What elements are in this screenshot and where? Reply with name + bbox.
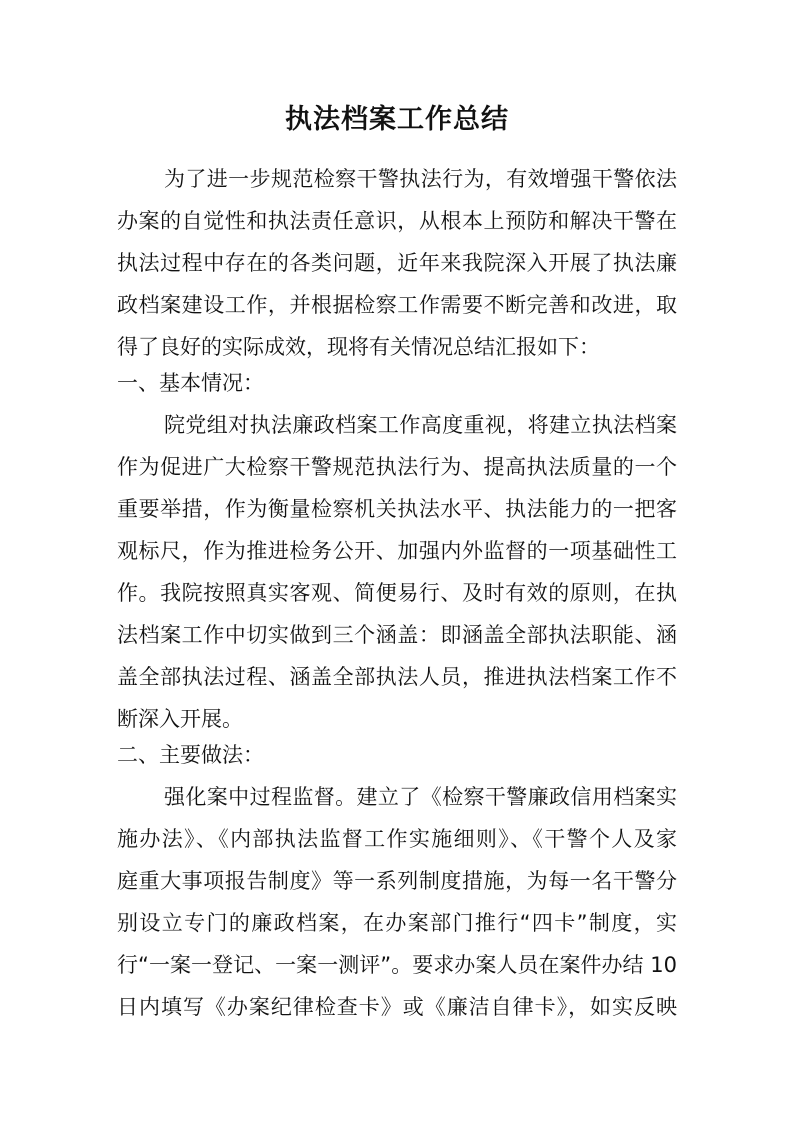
paragraph-line: 作。我院按照真实客观、简便易行、及时有效的原则，在执 [117, 581, 677, 605]
paragraph-line: 施办法》、《内部执法监督工作实施细则》、《干警个人及家 [117, 827, 677, 851]
paragraph-line: 日内填写《办案纪律检查卡》或《廉洁自律卡》，如实反映 [117, 995, 677, 1019]
paragraph-line: 强化案中过程监督。建立了《检察干警廉政信用档案实 [164, 785, 677, 809]
section-heading: 一、基本情况： [117, 371, 264, 395]
paragraph-line: 断深入开展。 [117, 707, 243, 731]
paragraph-line: 行“一案一登记、一案一测评”。要求办案人员在案件办结 10 [117, 953, 677, 977]
paragraph-line: 别设立专门的廉政档案，在办案部门推行“四卡”制度，实 [117, 911, 677, 935]
paragraph-line: 作为促进广大检察干警规范执法行为、提高执法质量的一个 [117, 455, 677, 479]
paragraph-line: 为了进一步规范检察干警执法行为，有效增强干警依法 [164, 167, 677, 191]
paragraph-line: 观标尺，作为推进检务公开、加强内外监督的一项基础性工 [117, 539, 677, 563]
paragraph-line: 重要举措，作为衡量检察机关执法水平、执法能力的一把客 [117, 497, 677, 521]
paragraph-line: 盖全部执法过程、涵盖全部执法人员，推进执法档案工作不 [117, 665, 677, 689]
paragraph-line: 执法过程中存在的各类问题，近年来我院深入开展了执法廉 [117, 251, 677, 275]
document-title: 执法档案工作总结 [285, 104, 509, 135]
paragraph-line: 得了良好的实际成效，现将有关情况总结汇报如下： [117, 335, 600, 359]
paragraph-line: 法档案工作中切实做到三个涵盖：即涵盖全部执法职能、涵 [117, 623, 677, 647]
paragraph-line: 庭重大事项报告制度》等一系列制度措施，为每一名干警分 [117, 869, 677, 893]
paragraph-line: 院党组对执法廉政档案工作高度重视，将建立执法档案 [164, 413, 677, 437]
paragraph-line: 办案的自觉性和执法责任意识，从根本上预防和解决干警在 [117, 209, 677, 233]
section-heading: 二、主要做法： [117, 743, 264, 767]
paragraph-line: 政档案建设工作，并根据检察工作需要不断完善和改进，取 [117, 293, 677, 317]
